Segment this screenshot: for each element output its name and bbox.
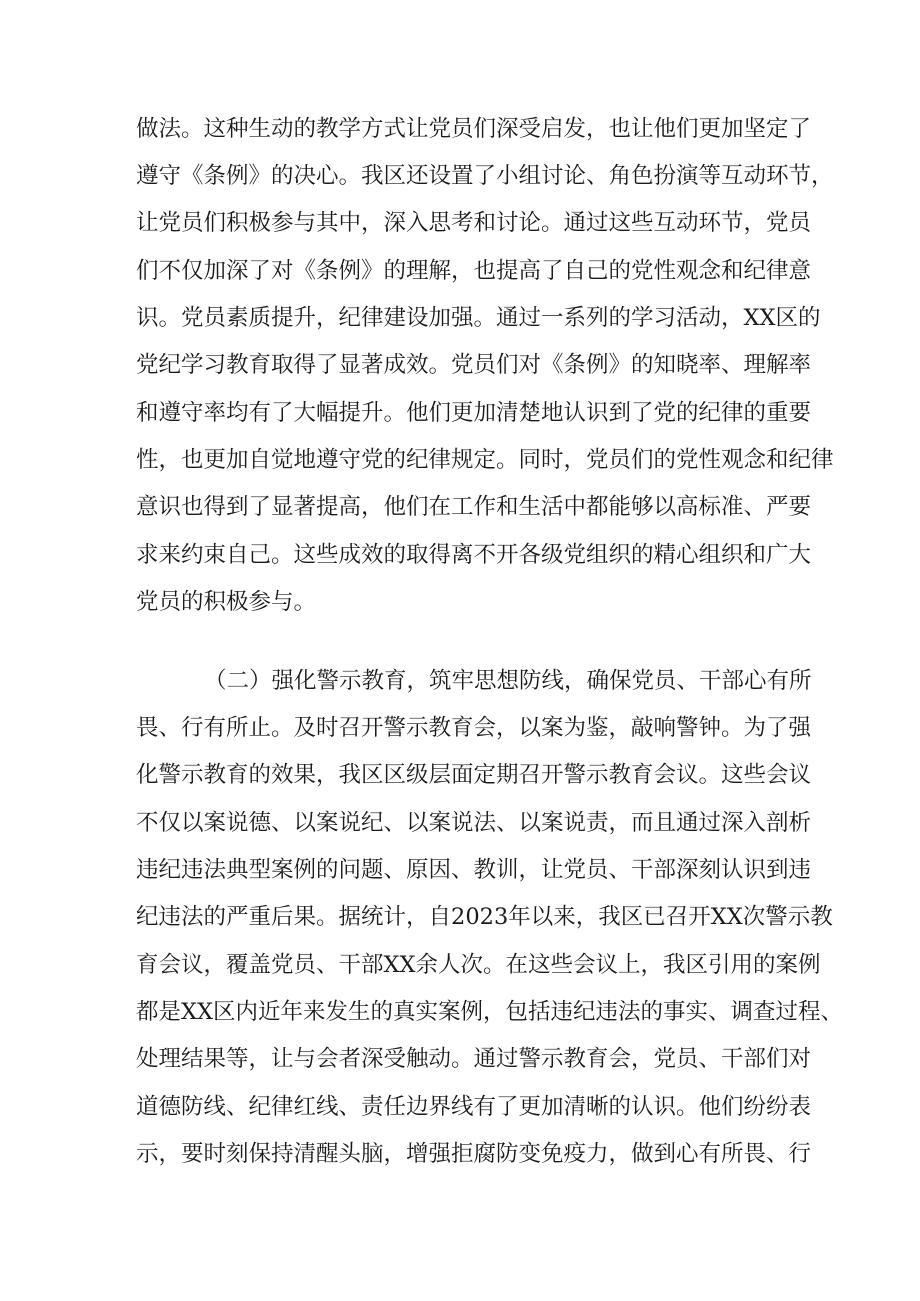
text-line: 示，要时刻保持清醒头脑，增强拒腐防变免疫力，做到心有所畏、行 <box>136 1141 812 1167</box>
text-line: 处理结果等，让与会者深受触动。通过警示教育会，党员、干部们对 <box>136 1046 812 1072</box>
text-line: 让党员们积极参与其中，深入思考和讨论。通过这些互动环节，党员 <box>136 210 812 236</box>
text-line: 识。党员素质提升，纪律建设加强。通过一系列的学习活动，XX区的 <box>136 305 821 331</box>
text-line: 化警示教育的效果，我区区级层面定期召开警示教育会议。这些会议 <box>136 762 812 788</box>
section-heading-line: （二）强化警示教育，筑牢思想防线，确保党员、干部心有所 <box>204 668 812 694</box>
text-line: 们不仅加深了对《条例》的理解，也提高了自己的党性观念和纪律意 <box>136 258 812 284</box>
text-line: 党员的积极参与。 <box>136 589 317 615</box>
text-line: 纪违法的严重后果。据统计，自2023年以来，我区已召开XX次警示教 <box>136 904 833 930</box>
text-line: 不仅以案说德、以案说纪、以案说法、以案说责，而且通过深入剖析 <box>136 810 812 836</box>
text-line: 性，也更加自觉地遵守党的纪律规定。同时，党员们的党性观念和纪律 <box>136 447 834 473</box>
text-line: 育会议，覆盖党员、干部XX余人次。在这些会议上，我区引用的案例 <box>136 952 821 978</box>
text-line: 畏、行有所止。及时召开警示教育会，以案为鉴，敲响警钟。为了强 <box>136 715 812 741</box>
text-line: 遵守《条例》的决心。我区还设置了小组讨论、角色扮演等互动环节， <box>136 163 834 189</box>
text-line: 违纪违法典型案例的问题、原因、教训，让党员、干部深刻认识到违 <box>136 857 812 883</box>
text-line: 都是XX区内近年来发生的真实案例，包括违纪违法的事实、调查过程、 <box>136 999 844 1025</box>
text-line: 党纪学习教育取得了显著成效。党员们对《条例》的知晓率、理解率 <box>136 352 812 378</box>
text-line: 道德防线、纪律红线、责任边界线有了更加清晰的认识。他们纷纷表 <box>136 1094 812 1120</box>
text-line: 和遵守率均有了大幅提升。他们更加清楚地认识到了党的纪律的重要 <box>136 400 812 426</box>
text-line: 意识也得到了显著提高，他们在工作和生活中都能够以高标准、严要 <box>136 494 812 520</box>
text-line: 做法。这种生动的教学方式让党员们深受启发，也让他们更加坚定了 <box>136 116 812 142</box>
text-line: 求来约束自己。这些成效的取得离不开各级党组织的精心组织和广大 <box>136 542 812 568</box>
